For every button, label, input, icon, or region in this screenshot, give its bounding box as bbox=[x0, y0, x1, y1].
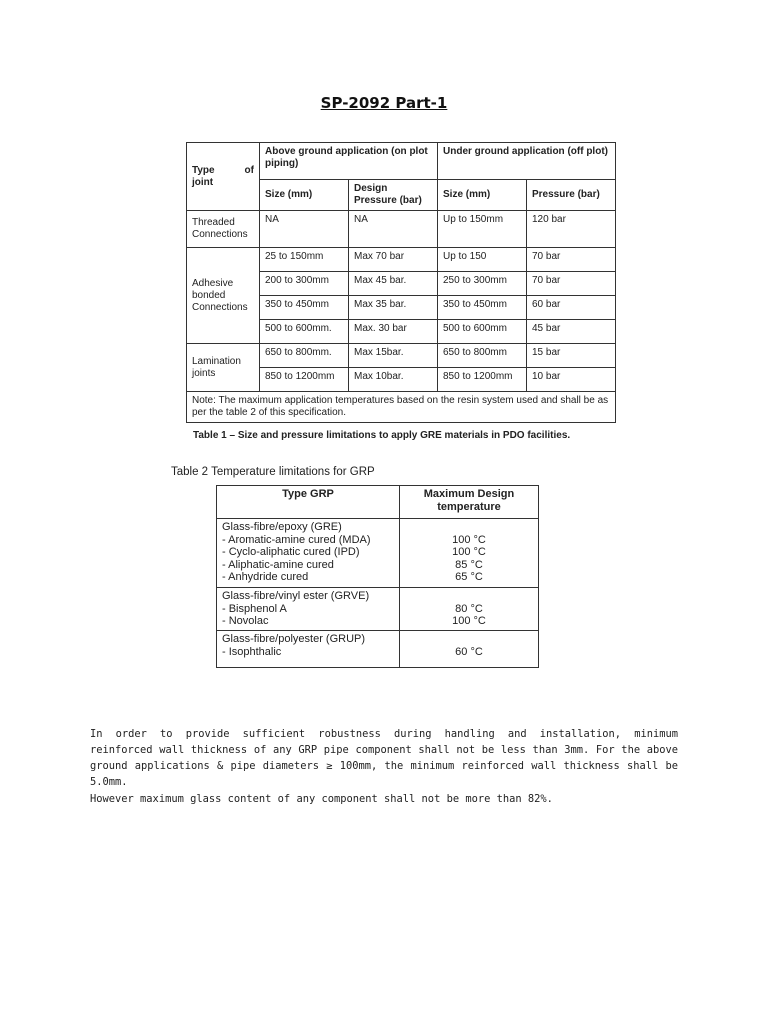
pressure-cell: 60 bar bbox=[527, 296, 616, 320]
grp-item: - Novolac bbox=[222, 615, 269, 627]
pressure-header: Pressure (bar) bbox=[527, 180, 616, 211]
table-row bbox=[217, 631, 539, 668]
grp-group-title: Glass-fibre/vinyl ester (GRVE) bbox=[222, 590, 370, 602]
header-word: Type bbox=[192, 164, 215, 176]
table-row bbox=[187, 344, 616, 368]
pressure-cell: 70 bar bbox=[527, 272, 616, 296]
size-header: Size (mm) bbox=[260, 180, 349, 211]
header-word: joint bbox=[192, 176, 214, 188]
pressure-cell: 45 bar bbox=[527, 320, 616, 344]
under-ground-header: Under ground application (off plot) bbox=[438, 143, 616, 180]
page-title: SP-2092 Part-1 bbox=[320, 94, 448, 112]
table-row bbox=[187, 211, 616, 248]
pressure-cell: Max 70 bar bbox=[349, 248, 438, 272]
size-cell: 350 to 450mm bbox=[438, 296, 527, 320]
table-row bbox=[187, 248, 616, 272]
type-grp-header: Type GRP bbox=[217, 486, 400, 519]
grp-group-title: Glass-fibre/epoxy (GRE) bbox=[222, 521, 342, 533]
temp-value: 65 °C bbox=[455, 571, 483, 583]
table-row bbox=[217, 519, 539, 588]
size-cell: 350 to 450mm bbox=[260, 296, 349, 320]
header-word: of bbox=[244, 164, 254, 176]
grp-item: - Bisphenol A bbox=[222, 602, 287, 615]
size-cell: 650 to 800mm bbox=[438, 344, 527, 368]
table1-caption: Table 1 – Size and pressure limitations to apply GRE materials in PDO facilities. bbox=[193, 430, 571, 441]
temperature-limits-table bbox=[216, 485, 539, 668]
grp-group-title: Glass-fibre/polyester (GRUP) bbox=[222, 633, 366, 645]
joint-type: Lamination joints bbox=[187, 344, 260, 392]
size-header: Size (mm) bbox=[438, 180, 527, 211]
pressure-cell: Max. 30 bar bbox=[349, 320, 438, 344]
size-cell: 850 to 1200mm bbox=[438, 368, 527, 392]
pressure-cell: 120 bar bbox=[527, 211, 616, 248]
table-row bbox=[217, 588, 539, 631]
grp-type-cell bbox=[217, 631, 400, 668]
size-cell: 500 to 600mm. bbox=[260, 320, 349, 344]
grp-item: - Aromatic-amine cured (MDA) bbox=[222, 533, 371, 546]
body-paragraph: In order to provide sufficient robustness during handling and installation, minimum reinforced wall thickness of any GRP pipe component shall not be less than 3mm. For the above ground applications & pipe diameters ≥ 100mm, the minimum reinforced wall thickness shall be 5.0mm. bbox=[90, 728, 678, 788]
temp-value: 80 °C bbox=[455, 602, 483, 615]
grp-item: - Aliphatic-amine cured bbox=[222, 558, 334, 571]
body-paragraph: However maximum glass content of any component shall not be more than 82%. bbox=[90, 793, 553, 805]
pressure-cell: Max 10bar. bbox=[349, 368, 438, 392]
temp-value: 85 °C bbox=[455, 558, 483, 571]
temp-value: 100 °C bbox=[452, 546, 486, 558]
size-cell: Up to 150 bbox=[438, 248, 527, 272]
table-row bbox=[187, 392, 616, 423]
temp-value: 100 °C bbox=[452, 533, 486, 546]
grp-type-cell bbox=[217, 519, 400, 588]
size-cell: 250 to 300mm bbox=[438, 272, 527, 296]
grp-item: - Anhydride cured bbox=[222, 571, 309, 583]
size-cell: 500 to 600mm bbox=[438, 320, 527, 344]
above-ground-header: Above ground application (on plot piping) bbox=[260, 143, 438, 180]
size-cell: 25 to 150mm bbox=[260, 248, 349, 272]
pressure-cell: Max 45 bar. bbox=[349, 272, 438, 296]
pressure-cell: Max 15bar. bbox=[349, 344, 438, 368]
grp-item: - Cyclo-aliphatic cured (IPD) bbox=[222, 546, 360, 558]
size-cell: NA bbox=[260, 211, 349, 248]
pressure-cell: Max 35 bar. bbox=[349, 296, 438, 320]
pressure-cell: NA bbox=[349, 211, 438, 248]
temp-cell bbox=[400, 588, 539, 631]
type-of-joint-header bbox=[187, 143, 260, 211]
joint-type: Adhesive bonded Connections bbox=[187, 248, 260, 344]
size-cell: 850 to 1200mm bbox=[260, 368, 349, 392]
temp-value: 100 °C bbox=[452, 615, 486, 627]
size-cell: Up to 150mm bbox=[438, 211, 527, 248]
table-note: Note: The maximum application temperatures based on the resin system used and shall be as per the table 2 of this specification. bbox=[187, 392, 616, 423]
size-pressure-table bbox=[186, 142, 616, 423]
temp-value: 60 °C bbox=[455, 645, 483, 658]
max-design-temp-header: Maximum Design temperature bbox=[400, 486, 539, 519]
temp-cell bbox=[400, 631, 539, 668]
table2-caption: Table 2 Temperature limitations for GRP bbox=[171, 466, 375, 478]
grp-item: - Isophthalic bbox=[222, 645, 282, 658]
size-cell: 200 to 300mm bbox=[260, 272, 349, 296]
temp-cell bbox=[400, 519, 539, 588]
pressure-cell: 15 bar bbox=[527, 344, 616, 368]
grp-type-cell bbox=[217, 588, 400, 631]
pressure-cell: 10 bar bbox=[527, 368, 616, 392]
joint-type: Threaded Connections bbox=[187, 211, 260, 248]
design-pressure-header: Design Pressure (bar) bbox=[349, 180, 438, 211]
pressure-cell: 70 bar bbox=[527, 248, 616, 272]
size-cell: 650 to 800mm. bbox=[260, 344, 349, 368]
